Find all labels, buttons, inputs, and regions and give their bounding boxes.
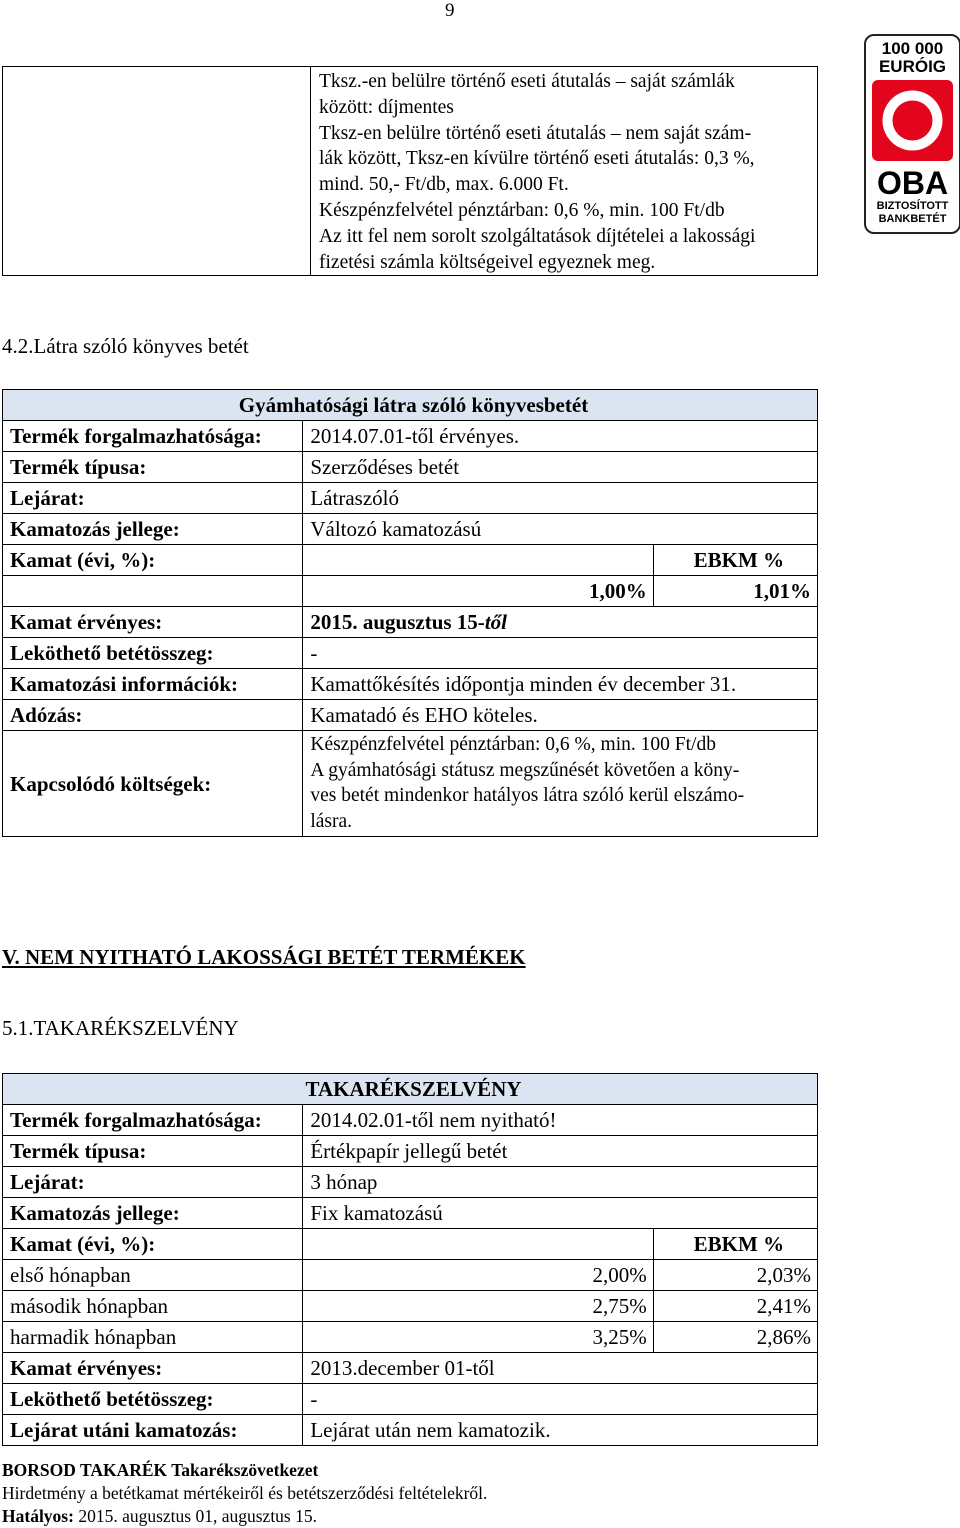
oba-target-icon xyxy=(866,76,959,166)
row-label: Termék típusa: xyxy=(3,1136,303,1167)
row-label: Lejárat utáni kamatozás: xyxy=(3,1415,303,1446)
rate-value: 2,00% xyxy=(303,1260,653,1291)
row-value: 2015. augusztus 15-től xyxy=(303,607,818,638)
table-title: Gyámhatósági látra szóló könyvesbetét xyxy=(3,390,818,421)
footer-org: BORSOD TAKARÉK Takarékszövetkezet xyxy=(2,1460,319,1480)
row-value: 2014.02.01-től nem nyitható! xyxy=(303,1105,818,1136)
row-label: Lejárat: xyxy=(3,1167,303,1198)
empty-cell xyxy=(3,576,303,607)
page-number: 9 xyxy=(445,0,455,21)
row-value: - xyxy=(303,1384,818,1415)
row-label: Kamat (évi, %): xyxy=(3,545,303,576)
rate-value: 2,75% xyxy=(303,1291,653,1322)
oba-logo: 100 000 EURÓIG OBA BIZTOSÍTOTT BANKBETÉT xyxy=(864,34,960,234)
row-value: - xyxy=(303,638,818,669)
table-row xyxy=(3,1260,818,1291)
row-label: Termék forgalmazhatósága: xyxy=(3,421,303,452)
ebkm-value: 2,86% xyxy=(653,1322,817,1353)
row-label: Kamat (évi, %): xyxy=(3,1229,303,1260)
row-value: Lejárat után nem kamatozik. xyxy=(303,1415,818,1446)
footer xyxy=(2,1459,487,1528)
row-label: Kapcsolódó költségek: xyxy=(3,731,303,837)
month-label: második hónapban xyxy=(3,1291,303,1322)
empty-cell xyxy=(303,545,653,576)
row-label: Termék típusa: xyxy=(3,452,303,483)
fees-box-text: Tksz.-en belülre történő eseti átutalás – saját számlák között: díjmentes Tksz-en belülre történő eseti átutalás – nem saját szám- lák között, Tksz-en kívülre történő eseti átutalás: 0,3 %, mind. 50,- Ft/db, max. 6.000 Ft. Készpénzfelvétel pénztárban: 0,6 %, min. 100 Ft/db Az itt fel nem sorolt szolgáltatások díjtételei a lakossági fizetési számla költségeivel egyeznek meg. xyxy=(311,67,818,276)
ebkm-header: EBKM % xyxy=(653,1229,817,1260)
ebkm-value: 2,41% xyxy=(653,1291,817,1322)
row-value: 2013.december 01-től xyxy=(303,1353,818,1384)
section-5-heading: V. NEM NYITHATÓ LAKOSSÁGI BETÉT TERMÉKEK xyxy=(2,945,526,969)
row-value: Értékpapír jellegű betét xyxy=(303,1136,818,1167)
row-value: 2014.07.01-től érvényes. xyxy=(303,421,818,452)
row-label: Kamat érvényes: xyxy=(3,607,303,638)
table-row xyxy=(3,1291,818,1322)
ebkm-value: 2,03% xyxy=(653,1260,817,1291)
deposit-table-5-1 xyxy=(2,1073,818,1446)
fees-box xyxy=(2,66,818,276)
month-label: harmadik hónapban xyxy=(3,1322,303,1353)
rate-value: 3,25% xyxy=(303,1322,653,1353)
row-label: Lejárat: xyxy=(3,483,303,514)
footer-valid: Hatályos: 2015. augusztus 01, augusztus 15. xyxy=(2,1506,317,1526)
deposit-table-4-2 xyxy=(2,389,818,837)
row-value: Készpénzfelvétel pénztárban: 0,6 %, min. 100 Ft/db A gyámhatósági státusz megszűnését követően a köny- ves betét mindenkor hatályos látra szóló kerül elszámo- lásra. xyxy=(303,731,818,837)
row-label: Kamatozási információk: xyxy=(3,669,303,700)
ebkm-value: 1,01% xyxy=(653,576,817,607)
table-title: TAKARÉKSZELVÉNY xyxy=(3,1074,818,1105)
empty-cell xyxy=(303,1229,653,1260)
rate-value: 1,00% xyxy=(303,576,653,607)
row-label: Kamat érvényes: xyxy=(3,1353,303,1384)
row-value: Kamattőkésítés időpontja minden év december 31. xyxy=(303,669,818,700)
table-row xyxy=(3,1322,818,1353)
row-label: Kamatozás jellege: xyxy=(3,1198,303,1229)
ebkm-header: EBKM % xyxy=(653,545,817,576)
row-value: 3 hónap xyxy=(303,1167,818,1198)
footer-doc: Hirdetmény a betétkamat mértékeiről és betétszerződési feltételekről. xyxy=(2,1483,488,1503)
row-value: Szerződéses betét xyxy=(303,452,818,483)
row-value: Kamatadó és EHO köteles. xyxy=(303,700,818,731)
section-5-1-heading: 5.1.TAKARÉKSZELVÉNY xyxy=(2,1016,239,1040)
row-label: Leköthető betétösszeg: xyxy=(3,1384,303,1415)
row-label: Leköthető betétösszeg: xyxy=(3,638,303,669)
row-label: Kamatozás jellege: xyxy=(3,514,303,545)
row-label: Termék forgalmazhatósága: xyxy=(3,1105,303,1136)
row-value: Látraszóló xyxy=(303,483,818,514)
row-label: Adózás: xyxy=(3,700,303,731)
fees-box-empty-cell xyxy=(3,67,311,276)
row-value: Fix kamatozású xyxy=(303,1198,818,1229)
month-label: első hónapban xyxy=(3,1260,303,1291)
row-value: Változó kamatozású xyxy=(303,514,818,545)
section-4-2-heading: 4.2.Látra szóló könyves betét xyxy=(2,334,249,358)
